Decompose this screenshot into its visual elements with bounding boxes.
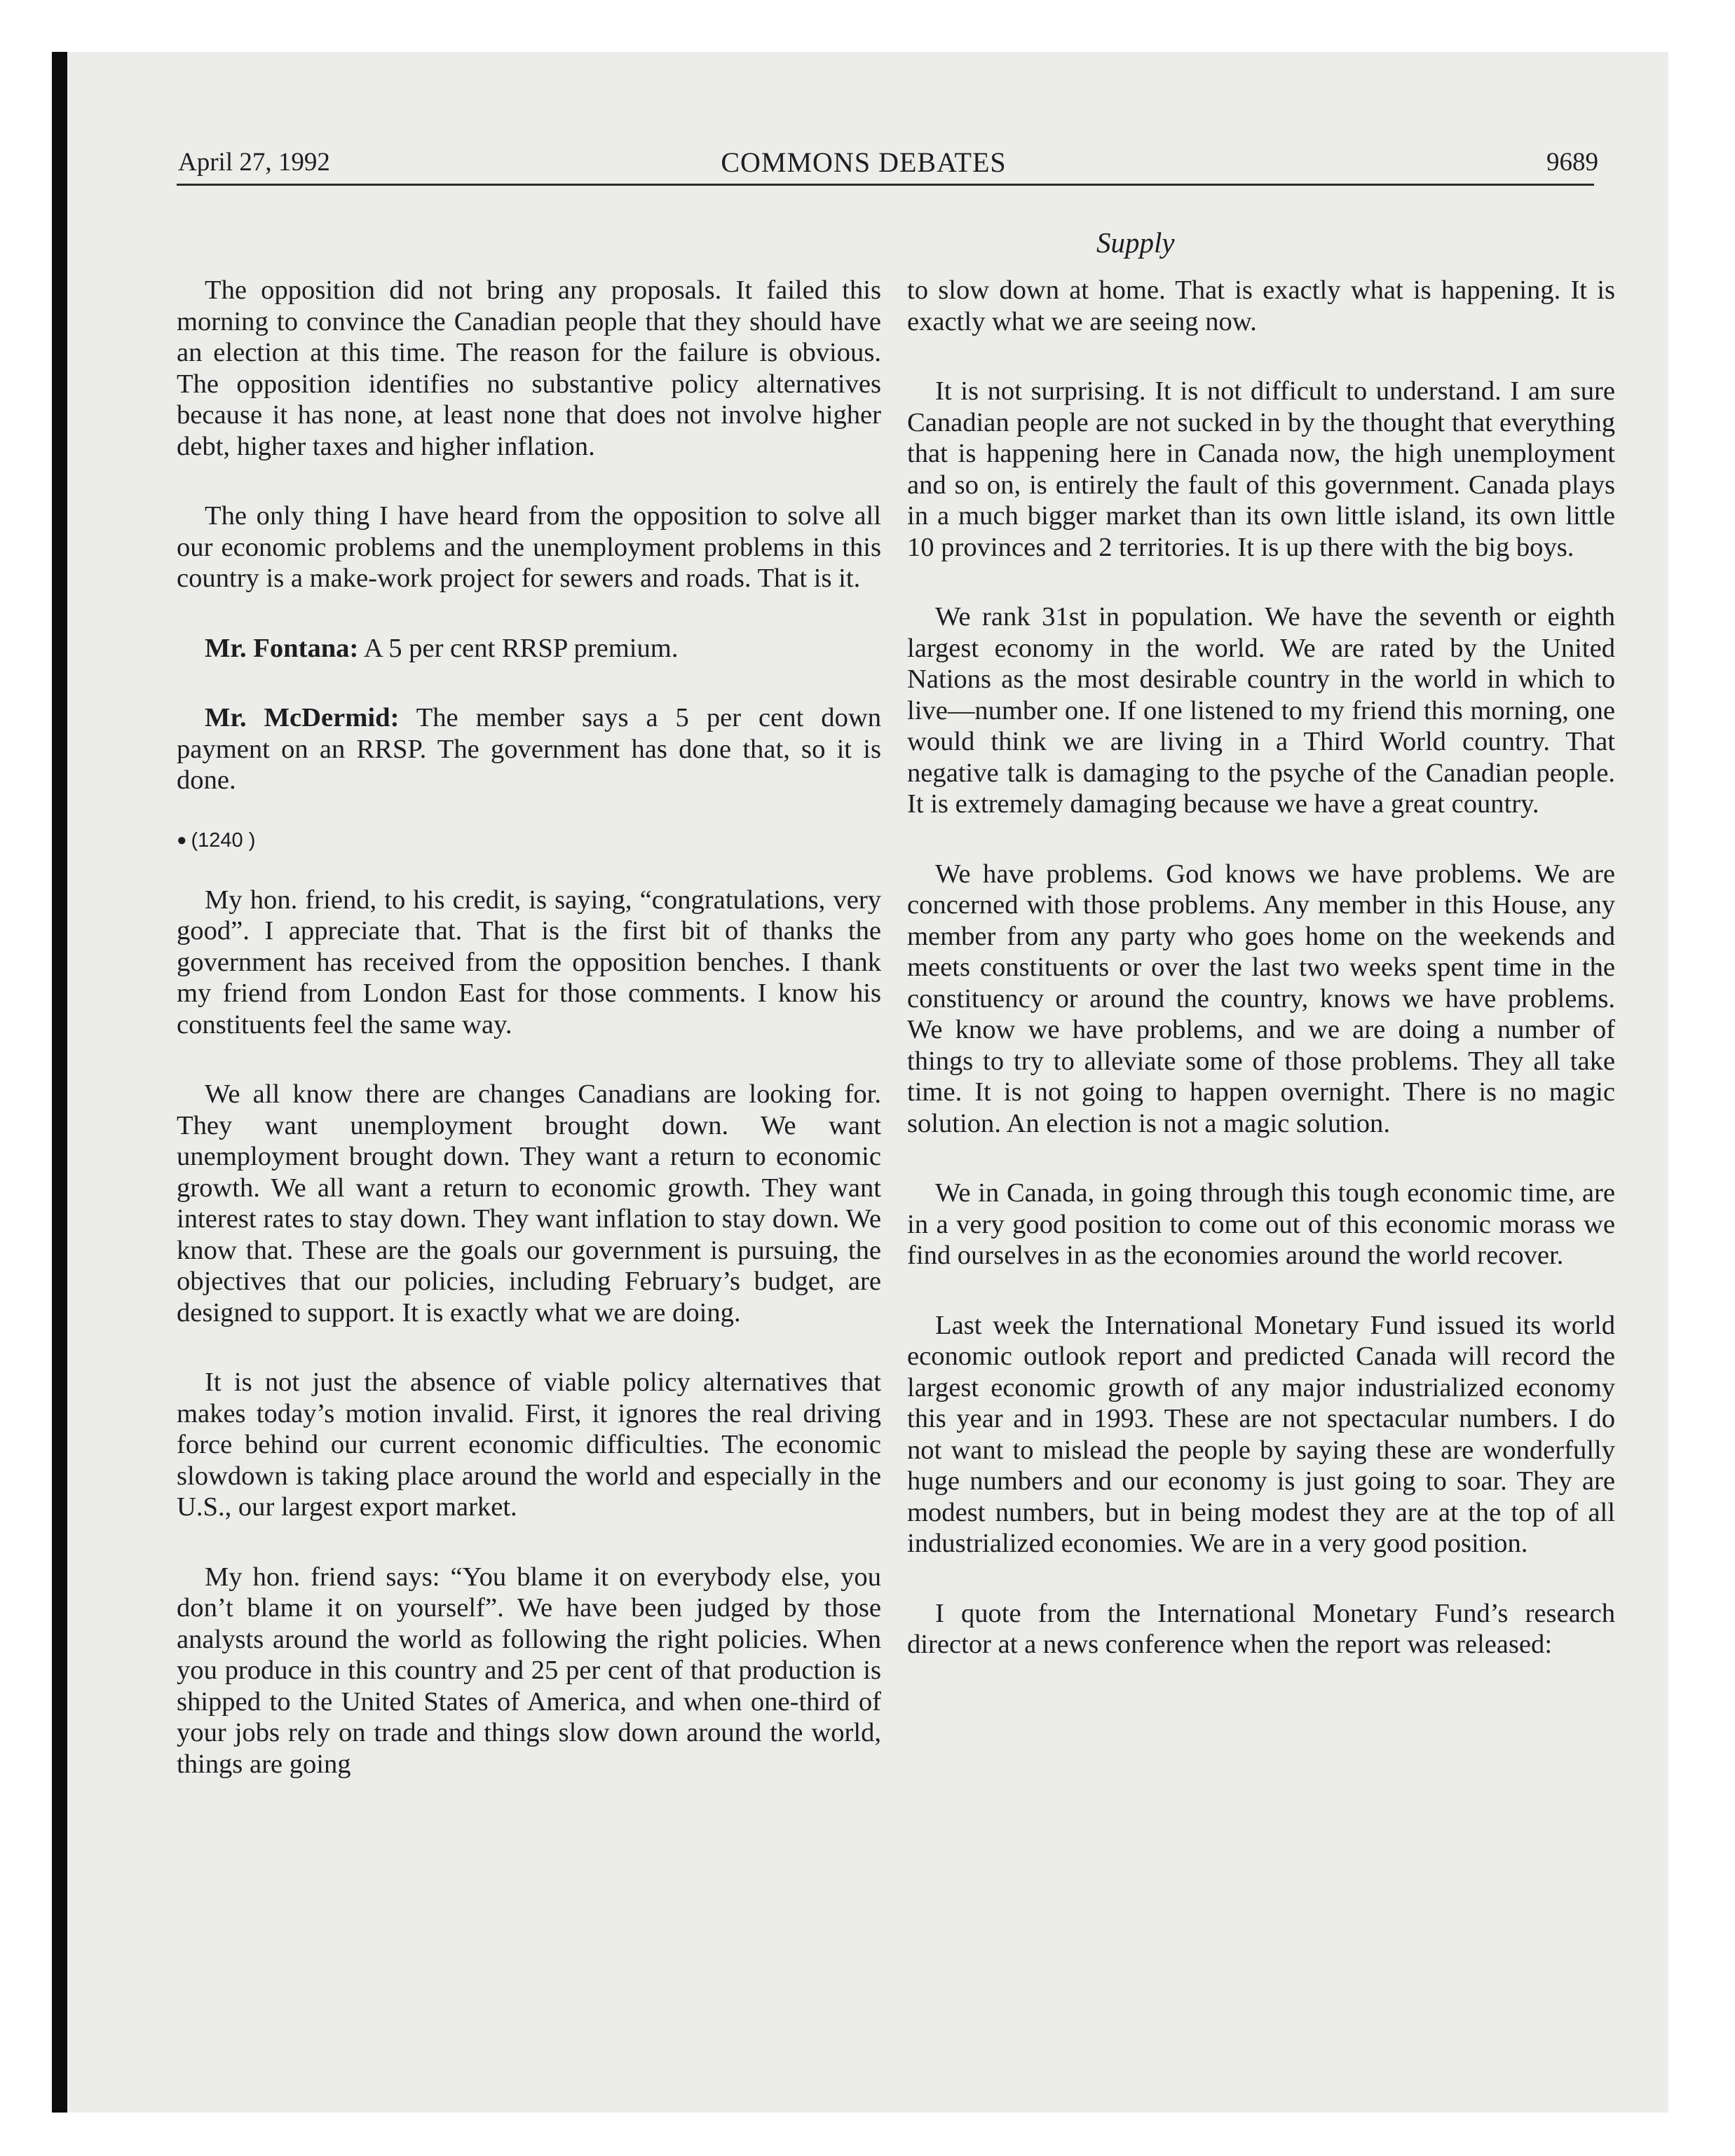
paragraph: I quote from the International Monetary Fund’s research director at a news conference when the report was released: <box>907 1598 1615 1659</box>
header-page-number: 9689 <box>1546 148 1598 177</box>
speaker-name: Mr. Fontana: <box>205 633 359 663</box>
paragraph: Last week the International Monetary Fund issued its world economic outlook report and predicted Canada will record the largest economic growth of any major industrialized economy this year and in 1993. These are not spectacular numbers. I do not want to mislead the people by saying these are wonderfully huge numbers and our economy is just going to soar. They are modest numbers, but in being modest they are at the top of all industrialized economies. We are in a very good position. <box>907 1310 1615 1558</box>
left-column <box>177 275 881 1818</box>
right-column <box>907 275 1615 1699</box>
speaker-name: Mr. McDermid: <box>205 703 400 732</box>
speaker-paragraph <box>177 633 881 664</box>
header-rule <box>177 184 1594 186</box>
speech-text: A 5 per cent RRSP premium. <box>358 633 679 663</box>
paragraph: My hon. friend, to his credit, is saying, “congratulations, very good”. I appreciate that. That is the first bit of thanks the government has received from the opposition benches. I thank my friend from London East for those comments. I know his constituents feel the same way. <box>177 885 881 1039</box>
scanned-page <box>52 52 1668 2113</box>
paragraph: The opposition did not bring any proposals. It failed this morning to convince the Canadian people that they should have an election at this time. The reason for the failure is obvious. The opposition identifies no substantive policy alternatives because it has none, at least none that does not involve higher debt, higher taxes and higher inflation. <box>177 275 881 461</box>
paragraph: We rank 31st in population. We have the seventh or eighth largest economy in the world. We are rated by the United Nations as the most desirable country in the world in which to live—number one. If one listened to my friend this morning, one would think we are living in a Third World country. That negative talk is damaging to the psyche of the Canadian people. It is extremely damaging because we have a great country. <box>907 602 1615 819</box>
paragraph: We have problems. God knows we have problems. We are concerned with those problems. Any member in this House, any member from any party who goes home on the weekends and meets constituents or over the last two weeks spent time in the constituency or around the country, knows we have problems. We know we have problems, and we are doing a number of things to try to alleviate some of those problems. They all take time. It is not going to happen overnight. There is no magic solution. An election is not a magic solution. <box>907 859 1615 1138</box>
bullet-icon: ● <box>177 830 187 850</box>
section-title: Supply <box>1096 226 1175 259</box>
speaker-paragraph <box>177 702 881 796</box>
paragraph: My hon. friend says: “You blame it on everybody else, you don’t blame it on yourself”. We have been judged by those analysts around the world as following the right policies. When you produce in this country and 25 per cent of that production is shipped to the United States of America, and when one-third of your jobs rely on trade and things slow down around the world, things are going <box>177 1562 881 1779</box>
paragraph: The only thing I have heard from the opposition to solve all our economic problems and the unemployment problems in this country is a make-work project for sewers and roads. That is it. <box>177 501 881 593</box>
time-marker-text: (1240 ) <box>191 828 256 852</box>
header-title: COMMONS DEBATES <box>721 146 1007 178</box>
paragraph: We all know there are changes Canadians are looking for. They want unemployment brought down. We want unemployment brought down. They want a return to economic growth. We all want a return to economic growth. They want interest rates to stay down. They want inflation to stay down. We know that. These are the goals our government is pursuing, the objectives that our policies, including February’s budget, are designed to support. It is exactly what we are doing. <box>177 1079 881 1328</box>
paragraph: We in Canada, in going through this tough economic time, are in a very good position to come out of this economic morass we find ourselves in as the economies around the world recover. <box>907 1178 1615 1270</box>
page-binding-edge <box>52 52 67 2113</box>
header-date: April 27, 1992 <box>178 148 330 177</box>
paragraph-continuation: to slow down at home. That is exactly what is happening. It is exactly what we are seeing now. <box>907 275 1615 336</box>
speech-text: The member says a 5 per cent down payment on an RRSP. The government has done that, so it is done. <box>177 703 882 795</box>
time-marker <box>177 828 881 853</box>
paragraph: It is not surprising. It is not difficult to understand. I am sure Canadian people are not sucked in by the thought that everything that is happening here in Canada now, the high unemployment and so on, is entirely the fault of this government. Canada plays in a much bigger market than its own little island, its own little 10 provinces and 2 territories. It is up there with the big boys. <box>907 376 1615 562</box>
paragraph: It is not just the absence of viable policy alternatives that makes today’s motion invalid. First, it ignores the real driving force behind our current economic difficulties. The economic slowdown is taking place around the world and especially in the U.S., our largest export market. <box>177 1367 881 1522</box>
